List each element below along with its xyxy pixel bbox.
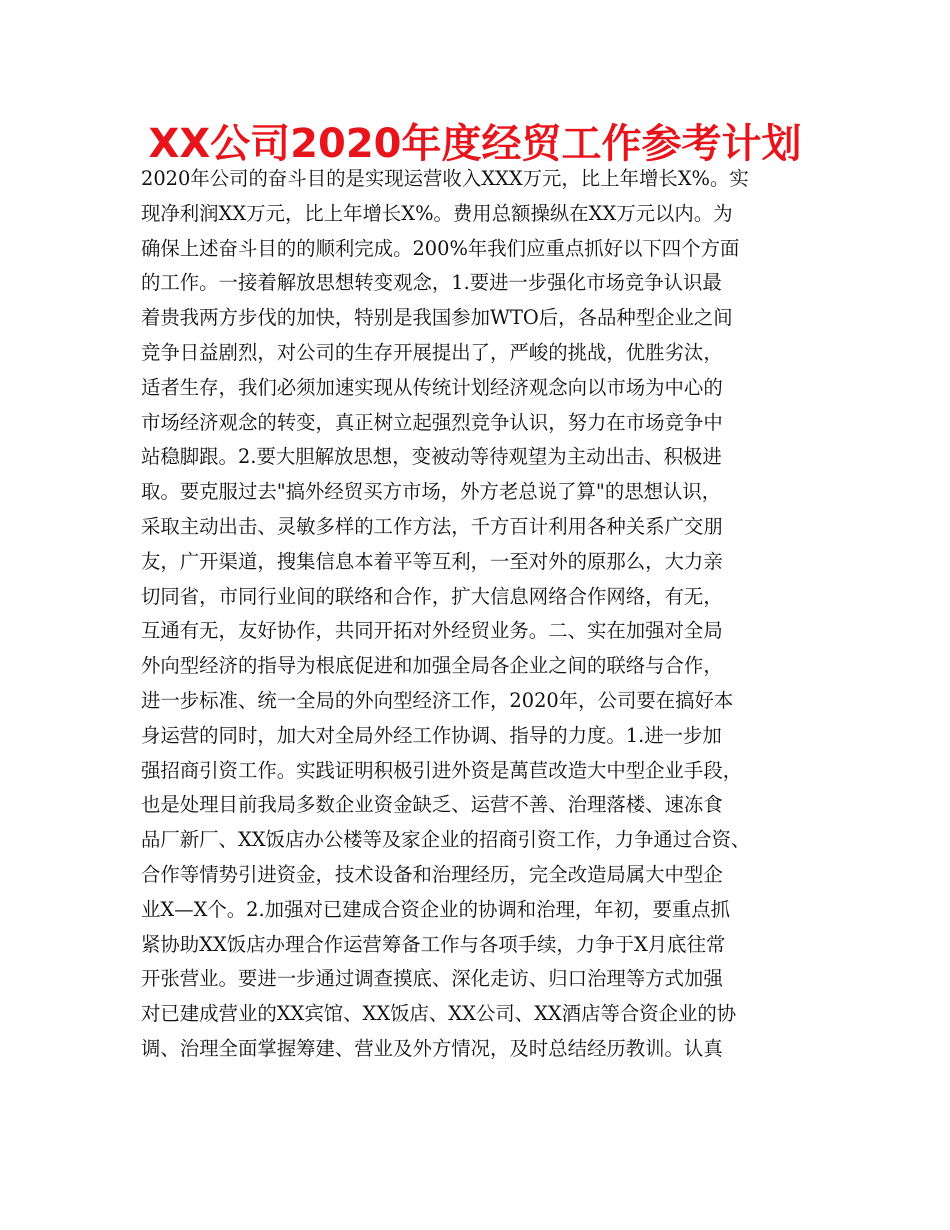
body-text-line: 确保上述奋斗目的的顺利完成。200%年我们应重点抓好以下四个方面 <box>141 236 740 260</box>
body-text-line: 取。要克服过去"搞外经贸买方市场，外方老总说了算"的思想认识， <box>141 480 722 504</box>
body-text-line: 品厂新厂、XX饭店办公楼等及家企业的招商引资工作，力争通过合资、 <box>141 828 751 852</box>
body-text-line: 进一步标准、统一全局的外向型经济工作，2020年，公司要在搞好本 <box>141 688 734 712</box>
body-text-line: 也是处理目前我局多数企业资金缺乏、运营不善、治理落楼、速冻食 <box>141 793 723 817</box>
body-text-line: 业X—X个。2.加强对已建成合资企业的协调和治理，年初，要重点抓 <box>141 897 731 921</box>
body-text-line: 站稳脚跟。2.要大胆解放思想，变被动等待观望为主动出击、积极进 <box>141 445 722 469</box>
body-text-line: 竞争日益剧烈，对公司的生存开展提出了，严峻的挑战，优胜劣汰， <box>141 340 723 364</box>
body-text-line: 的工作。一接着解放思想转变观念，1.要进一步强化市场竞争认识最 <box>141 271 722 295</box>
body-text-line: 适者生存，我们必须加速实现从传统计划经济观念向以市场为中心的 <box>141 375 723 399</box>
body-text-line: 现净利润XX万元，比上年增长X%。费用总额操纵在XX万元以内。为 <box>141 201 733 225</box>
body-text-line: 合作等情势引进资金，技术设备和治理经历，完全改造局属大中型企 <box>141 862 723 886</box>
body-text-line: 切同省，市同行业间的联络和合作，扩大信息网络合作网络，有无， <box>141 584 723 608</box>
body-text-line: 外向型经济的指导为根底促进和加强全局各企业之间的联络与合作， <box>141 654 723 678</box>
body-text-line: 对已建成营业的XX宾馆、XX饭店、XX公司、XX酒店等合资企业的协 <box>141 1002 737 1026</box>
body-text-line: 紧协助XX饭店办理合作运营筹备工作与各项手续，力争于X月底往常 <box>141 932 726 956</box>
body-text-line: 市场经济观念的转变，真正树立起强烈竞争认识，努力在市场竞争中 <box>141 410 723 434</box>
body-text-line: 强招商引资工作。实践证明积极引进外资是萬苣改造大中型企业手段， <box>141 758 743 782</box>
body-text-line: 调、治理全面掌握筹建、营业及外方情况，及时总结经历教训。认真 <box>141 1036 723 1060</box>
body-text-line: 互通有无，友好协作，共同开拓对外经贸业务。二、实在加强对全局 <box>141 619 723 643</box>
body-text-line: 2020年公司的奋斗目的是实现运营收入XXX万元，比上年增长X%。实 <box>141 167 749 190</box>
body-text-line: 采取主动出击、灵敏多样的工作方法，千方百计利用各种关系广交朋 <box>141 514 723 538</box>
body-text-line: 友，广开渠道，搜集信息本着平等互利，一至对外的原那么，大力亲 <box>141 549 723 573</box>
body-text-line: 开张营业。要进一步通过调查摸底、深化走访、归口治理等方式加强 <box>141 967 723 991</box>
document-body <box>141 162 821 1067</box>
body-text-line: 身运营的同时，加大对全局外经工作协调、指导的力度。1.进一步加 <box>141 723 722 747</box>
body-text-line: 着贵我两方步伐的加快，特别是我国参加WTO后，各品种型企业之间 <box>141 306 733 330</box>
document-title: XX公司2020年度经贸工作参考计划 <box>148 121 802 167</box>
